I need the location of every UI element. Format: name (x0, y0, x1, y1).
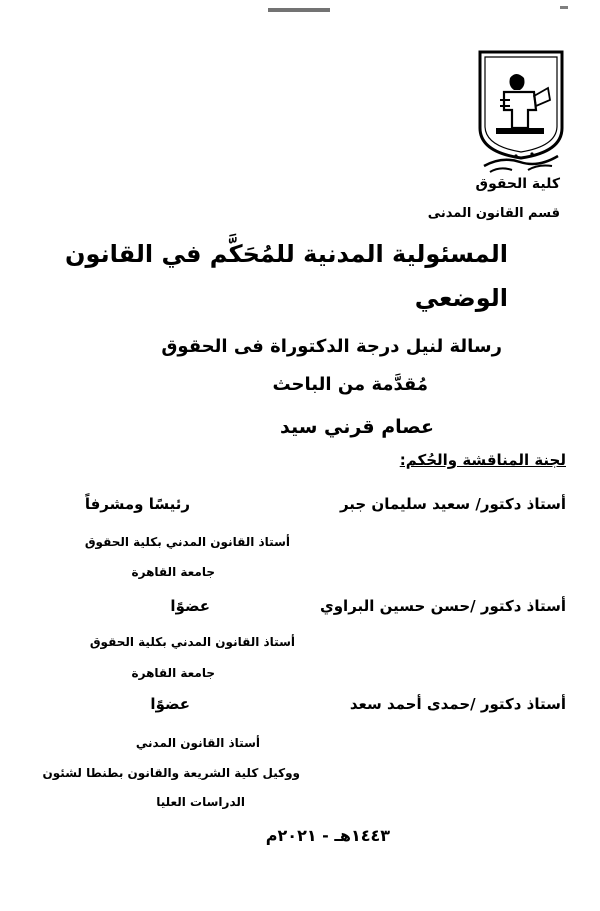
committee-member-detail: ووكيل كلية الشريعة والقانون بطنطا لشئون (42, 766, 300, 780)
scan-mark (560, 6, 568, 9)
degree-statement: رسالة لنيل درجة الدكتوراة فى الحقوق (161, 336, 502, 357)
cairo-university-seal-icon (470, 40, 572, 175)
committee-member-name: أستاذ دكتور /حسن حسين البراوي (319, 597, 566, 615)
committee-member-role: عضوًا (150, 695, 190, 713)
presented-by-label: مُقدَّمة من الباحث (272, 374, 428, 395)
committee-heading: لجنة المناقشة والحُكم: (399, 451, 566, 469)
scan-mark (268, 8, 330, 12)
committee-member-role: رئيسًا ومشرفاً (84, 495, 190, 513)
committee-member-role: عضوًا (170, 597, 210, 615)
thesis-title-line-2: الوضعي (414, 284, 508, 312)
committee-member-name: أستاذ دكتور/ سعيد سليمان جبر (339, 495, 566, 513)
committee-member-detail: أستاذ القانون المدني بكلية الحقوق (89, 635, 295, 649)
committee-member-detail: أستاذ القانون المدني بكلية الحقوق (84, 535, 290, 549)
committee-member-name: أستاذ دكتور /حمدى أحمد سعد (349, 695, 566, 713)
committee-member-detail: أستاذ القانون المدني (135, 736, 260, 750)
department-name: قسم القانون المدنى (427, 206, 560, 221)
submission-date: ١٤٤٣هـ - ٢٠٢١م (265, 826, 390, 845)
researcher-name: عصام قرني سيد (279, 416, 434, 438)
committee-member-detail: جامعة القاهرة (131, 565, 215, 579)
committee-member-detail: جامعة القاهرة (131, 666, 215, 680)
committee-member-detail: الدراسات العليا (156, 795, 245, 809)
faculty-name: كلية الحقوق (475, 176, 560, 192)
thesis-title-line-1: المسئولية المدنية للمُحَكَّم في القانون (65, 240, 508, 268)
